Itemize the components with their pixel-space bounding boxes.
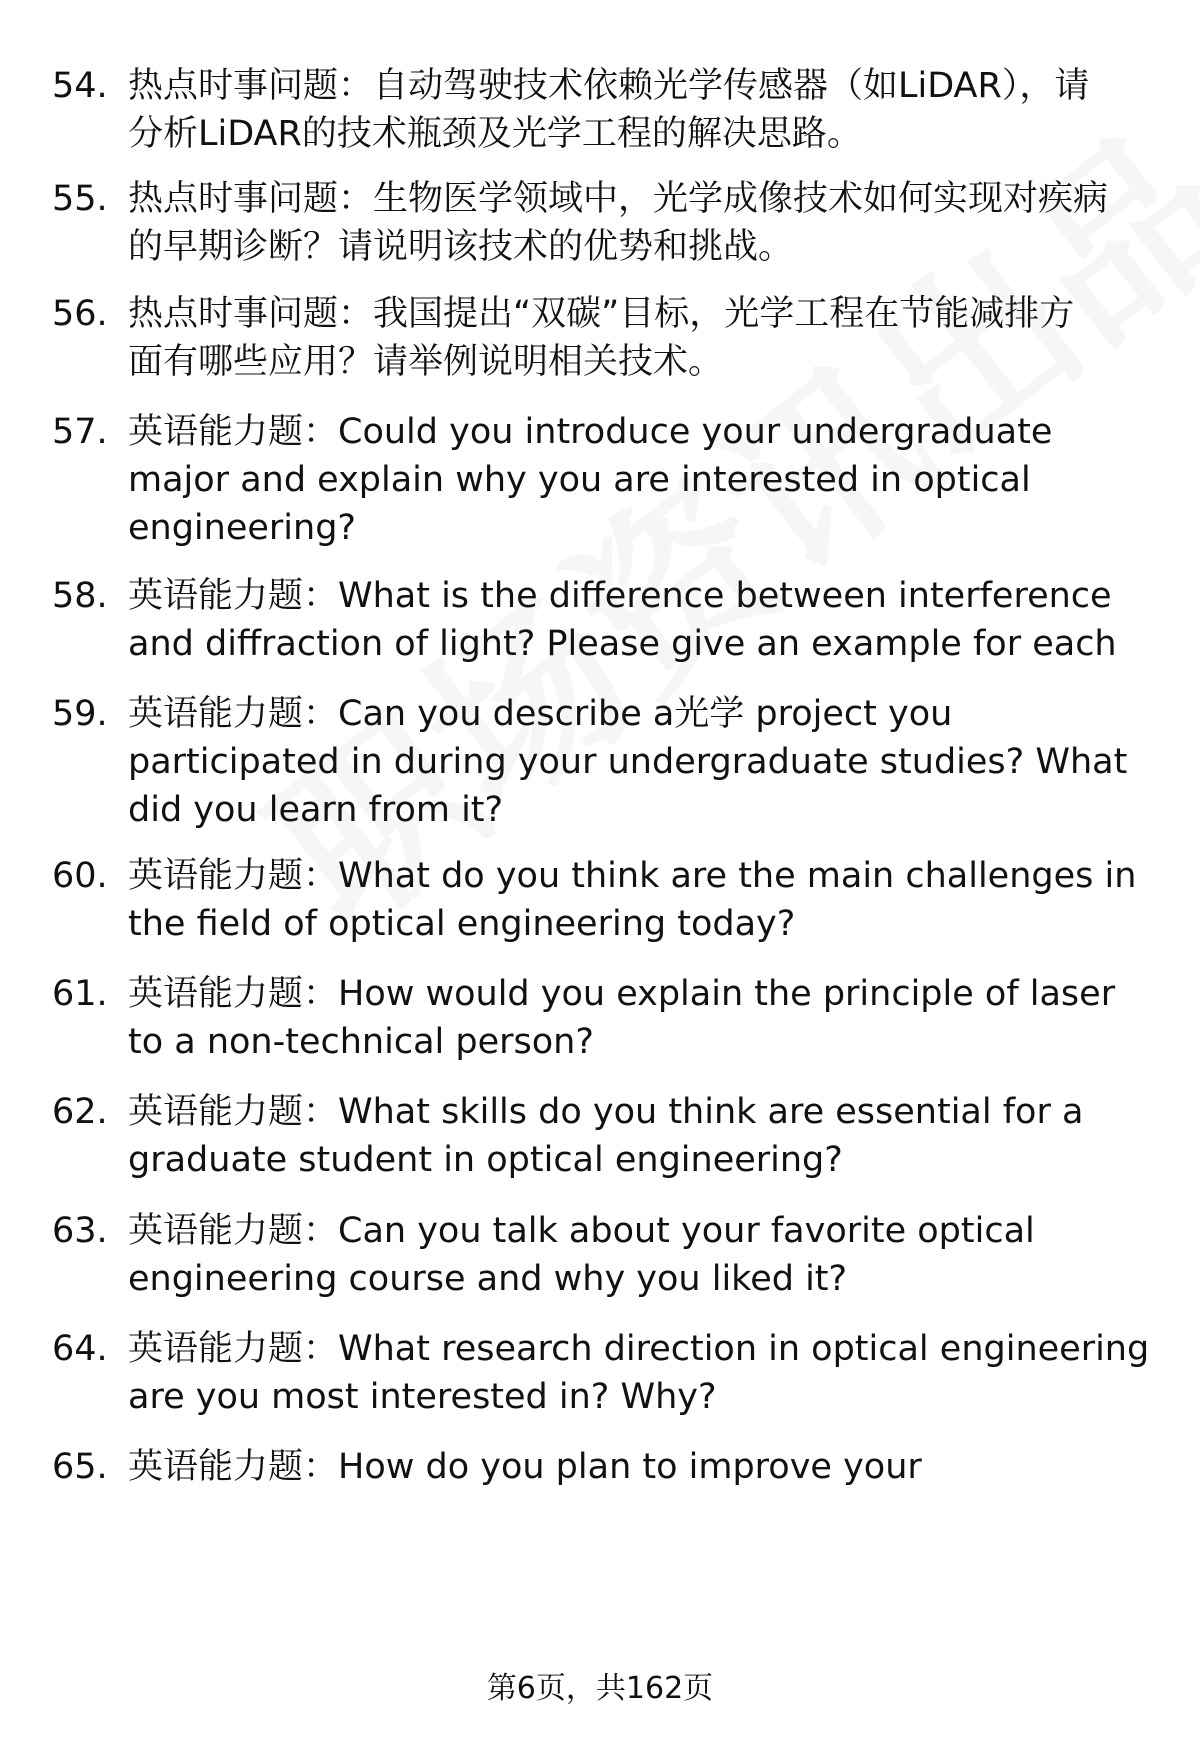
- question-line: 英语能力题：What is the difference between interference: [128, 576, 1112, 616]
- question-number: 55.: [52, 179, 108, 219]
- question-line: are you most interested in? Why?: [128, 1377, 717, 1417]
- question-line: 热点时事问题：生物医学领域中，光学成像技术如何实现对疾病: [128, 179, 1109, 219]
- question-number: 57.: [52, 412, 108, 452]
- question-line: 热点时事问题：我国提出“双碳”目标，光学工程在节能减排方: [128, 294, 1075, 334]
- question-text: [128, 290, 1163, 386]
- question-number: 58.: [52, 576, 108, 616]
- question-line: did you learn from it?: [128, 790, 504, 830]
- question-text: [128, 1443, 1163, 1491]
- question-number: 62.: [52, 1092, 108, 1132]
- question-line: 热点时事问题：自动驾驶技术依赖光学传感器（如LiDAR），请: [128, 66, 1090, 106]
- question-line: and diffraction of light? Please give an example for each: [128, 624, 1117, 664]
- question-text: [128, 572, 1163, 668]
- question-number: 64.: [52, 1329, 108, 1369]
- question-number: 56.: [52, 294, 108, 334]
- question-line: 英语能力题：Can you talk about your favorite optical: [128, 1211, 1035, 1251]
- question-text: [128, 1207, 1163, 1303]
- question-line: the field of optical engineering today?: [128, 904, 796, 944]
- question-number: 59.: [52, 694, 108, 734]
- question-text: [128, 62, 1163, 158]
- question-number: 54.: [52, 66, 108, 106]
- question-line: 英语能力题：What skills do you think are essential for a: [128, 1092, 1084, 1132]
- question-text: [128, 690, 1163, 834]
- question-text: [128, 408, 1163, 552]
- question-line: 的早期诊断？请说明该技术的优势和挑战。: [128, 227, 794, 267]
- page-footer: 第6页，共162页: [486, 1671, 714, 1706]
- question-line: participated in during your undergraduate studies? What: [128, 742, 1128, 782]
- question-line: to a non-technical person?: [128, 1022, 594, 1062]
- question-line: major and explain why you are interested in optical: [128, 460, 1031, 500]
- question-text: [128, 175, 1163, 271]
- question-line: 英语能力题：How do you plan to improve your: [128, 1447, 922, 1487]
- question-text: [128, 852, 1163, 948]
- question-number: 65.: [52, 1447, 108, 1487]
- question-line: 英语能力题：Can you describe a光学 project you: [128, 694, 953, 734]
- question-line: 英语能力题：What research direction in optical engineering: [128, 1329, 1150, 1369]
- question-text: [128, 970, 1163, 1066]
- question-number: 61.: [52, 974, 108, 1014]
- question-line: engineering course and why you liked it?: [128, 1259, 848, 1299]
- question-line: graduate student in optical engineering?: [128, 1140, 843, 1180]
- question-line: engineering?: [128, 508, 356, 548]
- question-text: [128, 1325, 1163, 1421]
- question-line: 分析LiDAR的技术瓶颈及光学工程的解决思路。: [128, 114, 862, 154]
- question-number: 63.: [52, 1211, 108, 1251]
- question-number: 60.: [52, 856, 108, 896]
- question-text: [128, 1088, 1163, 1184]
- question-line: 面有哪些应用？请举例说明相关技术。: [128, 342, 724, 382]
- question-line: 英语能力题：How would you explain the principle of laser: [128, 974, 1116, 1014]
- question-line: 英语能力题：Could you introduce your undergraduate: [128, 412, 1053, 452]
- question-line: 英语能力题：What do you think are the main challenges in: [128, 856, 1137, 896]
